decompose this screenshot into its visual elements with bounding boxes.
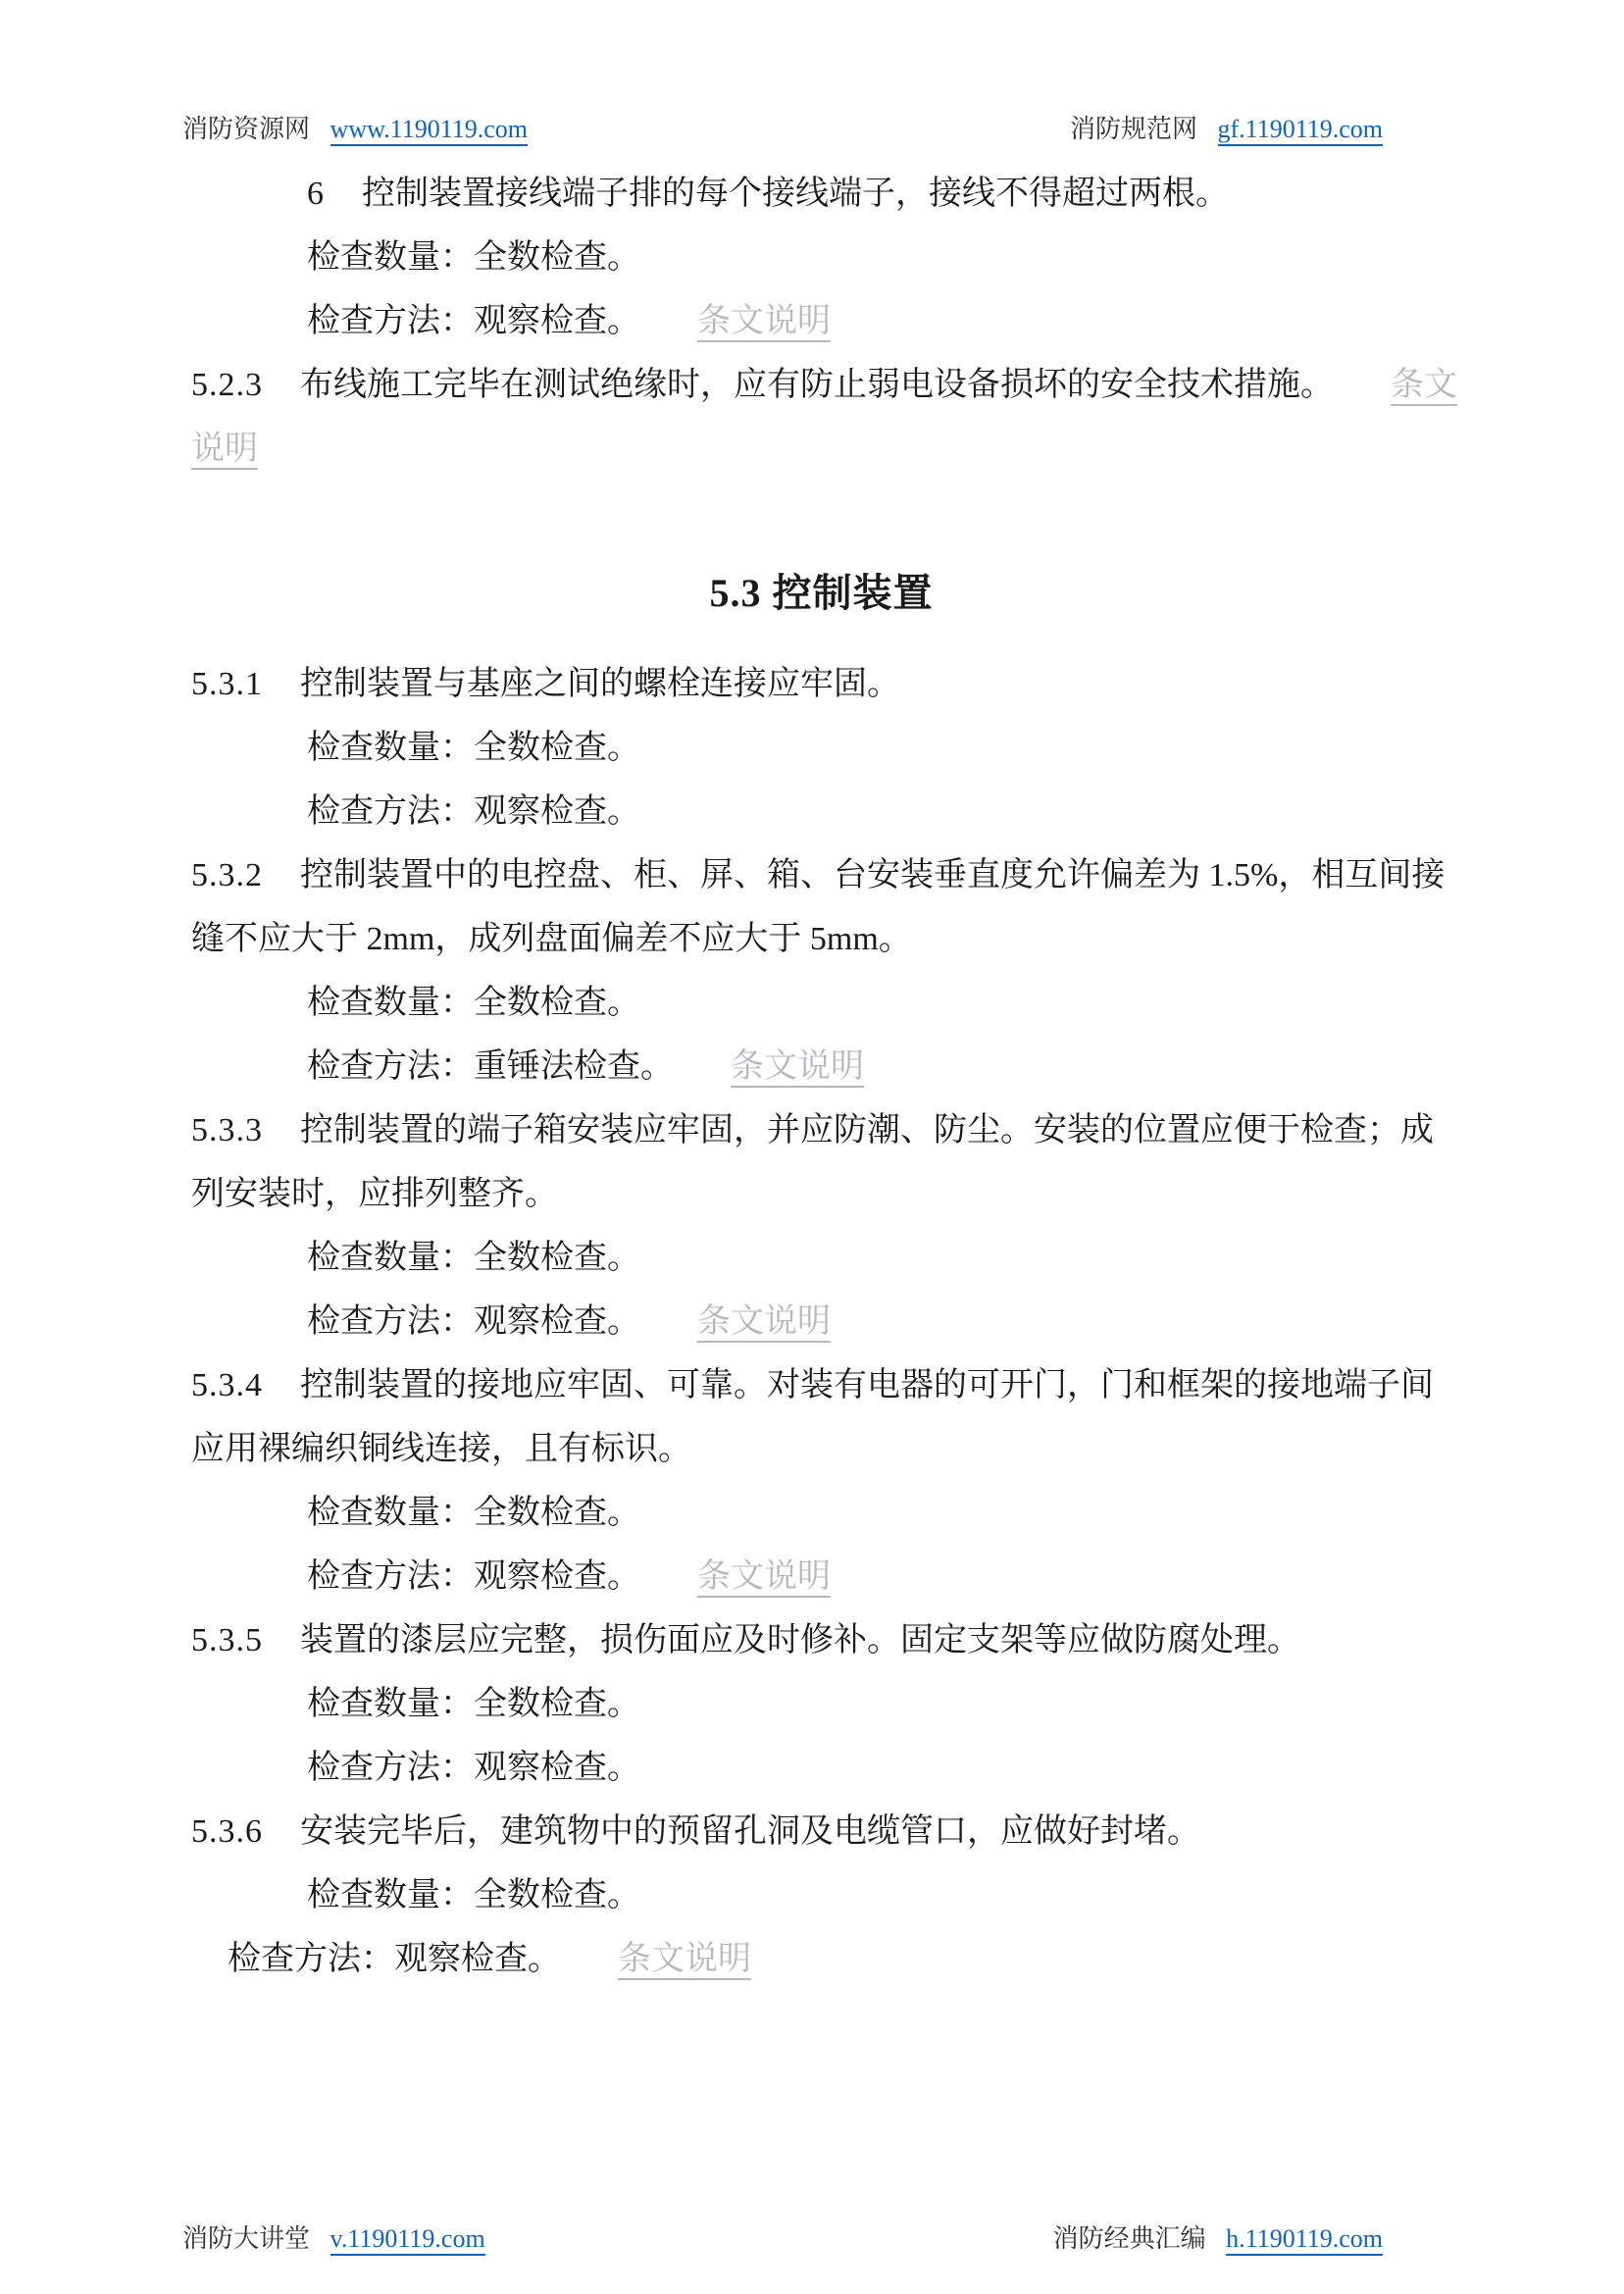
clause-text: 安装完毕后，建筑物中的预留孔洞及电缆管口，应做好封堵。	[300, 1813, 1200, 1850]
text-line	[191, 162, 1451, 226]
text-line	[191, 417, 1451, 481]
text-line	[191, 1035, 1451, 1098]
clause-number: 5.3.4	[191, 1367, 263, 1403]
clause-text: 检查数量：全数检查。	[307, 1495, 640, 1531]
clause-text: 检查数量：全数检查。	[307, 730, 640, 766]
clause-text: 检查方法：观察检查。	[228, 1941, 561, 1977]
clause-text: 检查数量：全数检查。	[307, 985, 640, 1021]
clause-explanation-link[interactable]: 条文说明	[618, 1941, 751, 1980]
page-header	[0, 110, 1624, 149]
clause-text: 应用裸编织铜线连接，且有标识。	[191, 1431, 691, 1467]
clause-text: 检查数量：全数检查。	[307, 1877, 640, 1913]
clause-text: 控制装置的端子箱安装应牢固，并应防潮、防尘。安装的位置应便于检查；成	[300, 1112, 1434, 1148]
text-line	[191, 1608, 1451, 1672]
text-line	[191, 780, 1451, 843]
section-heading: 5.3 控制装置	[709, 571, 934, 615]
footer-left-label: 消防大讲堂	[182, 2224, 311, 2253]
header-left	[182, 110, 528, 149]
text-line	[191, 1098, 1451, 1162]
clause-text: 检查数量：全数检查。	[307, 1240, 640, 1276]
clause-explanation-link[interactable]: 条文说明	[697, 303, 831, 342]
footer-right	[1053, 2219, 1383, 2259]
text-line	[191, 1545, 1451, 1608]
clause-text: 列安装时，应排列整齐。	[191, 1176, 558, 1212]
clause-text: 检查方法：观察检查。	[307, 1750, 640, 1786]
clause-text: 检查数量：全数检查。	[307, 1686, 640, 1722]
clause-lines-top	[191, 162, 1457, 481]
footer-left	[182, 2219, 485, 2259]
text-line	[191, 1226, 1451, 1290]
text-line	[191, 1672, 1451, 1736]
text-line	[191, 971, 1451, 1035]
clause-text: 检查数量：全数检查。	[307, 239, 640, 276]
clause-number: 5.3.1	[191, 666, 263, 702]
header-right-label: 消防规范网	[1069, 115, 1197, 143]
text-line	[191, 716, 1451, 780]
clause-text: 检查方法：重锤法检查。	[307, 1048, 674, 1085]
clause-text: 控制装置中的电控盘、柜、屏、箱、台安装垂直度允许偏差为 1.5%，相互间接	[300, 857, 1446, 893]
text-line	[191, 226, 1451, 289]
clause-explanation-link[interactable]: 条文说明	[697, 1558, 831, 1598]
text-line	[191, 1863, 1451, 1927]
header-right	[1070, 110, 1383, 149]
text-line	[191, 289, 1451, 353]
clause-text: 控制装置接线端子排的每个接线端子，接线不得超过两根。	[362, 176, 1229, 212]
clause-number: 5.3.5	[191, 1622, 263, 1658]
document-body	[191, 162, 1457, 1991]
text-line	[191, 353, 1457, 417]
clause-explanation-link[interactable]: 条文说明	[697, 1303, 831, 1343]
text-line	[191, 1481, 1451, 1545]
text-line	[191, 1736, 1451, 1800]
footer-right-link[interactable]: h.1190119.com	[1226, 2224, 1383, 2256]
clause-number: 5.2.3	[191, 367, 263, 403]
text-line	[191, 1290, 1451, 1353]
clause-text: 缝不应大于 2mm，成列盘面偏差不应大于 5mm。	[191, 921, 912, 957]
clause-number: 5.3.2	[191, 857, 263, 893]
clause-number: 6	[307, 176, 325, 212]
text-line	[191, 1353, 1451, 1417]
page-footer	[0, 2219, 1624, 2259]
footer-right-label: 消防经典汇编	[1052, 2224, 1206, 2253]
clause-explanation-link[interactable]: 条文说明	[731, 1048, 864, 1088]
clause-number: 5.3.3	[191, 1112, 263, 1148]
text-line	[191, 843, 1451, 907]
clause-text: 控制装置与基座之间的螺栓连接应牢固。	[300, 666, 900, 702]
text-line	[191, 1800, 1451, 1863]
clause-text: 检查方法：观察检查。	[307, 793, 640, 830]
clause-text: 检查方法：观察检查。	[307, 1303, 640, 1340]
header-left-label: 消防资源网	[182, 115, 311, 143]
text-line	[191, 1927, 1451, 1991]
clause-number: 5.3.6	[191, 1813, 263, 1850]
clause-text: 检查方法：观察检查。	[307, 1558, 640, 1595]
clause-explanation-link[interactable]: 说明	[191, 431, 258, 470]
clause-text: 装置的漆层应完整，损伤面应及时修补。固定支架等应做防腐处理。	[300, 1622, 1300, 1658]
clause-text: 控制装置的接地应牢固、可靠。对装有电器的可开门，门和框架的接地端子间	[300, 1367, 1434, 1403]
text-line	[191, 1417, 1451, 1481]
footer-left-link[interactable]: v.1190119.com	[330, 2224, 485, 2256]
text-line	[191, 1162, 1451, 1226]
text-line	[191, 907, 1451, 971]
clause-text: 布线施工完毕在测试绝缘时，应有防止弱电设备损坏的安全技术措施。	[300, 367, 1334, 403]
clause-text: 检查方法：观察检查。	[307, 303, 640, 339]
header-right-link[interactable]: gf.1190119.com	[1218, 115, 1384, 146]
header-left-link[interactable]: www.1190119.com	[330, 115, 528, 146]
clause-lines-main	[191, 652, 1451, 1991]
text-line	[191, 652, 1451, 716]
clause-explanation-link[interactable]: 条文	[1391, 367, 1457, 406]
